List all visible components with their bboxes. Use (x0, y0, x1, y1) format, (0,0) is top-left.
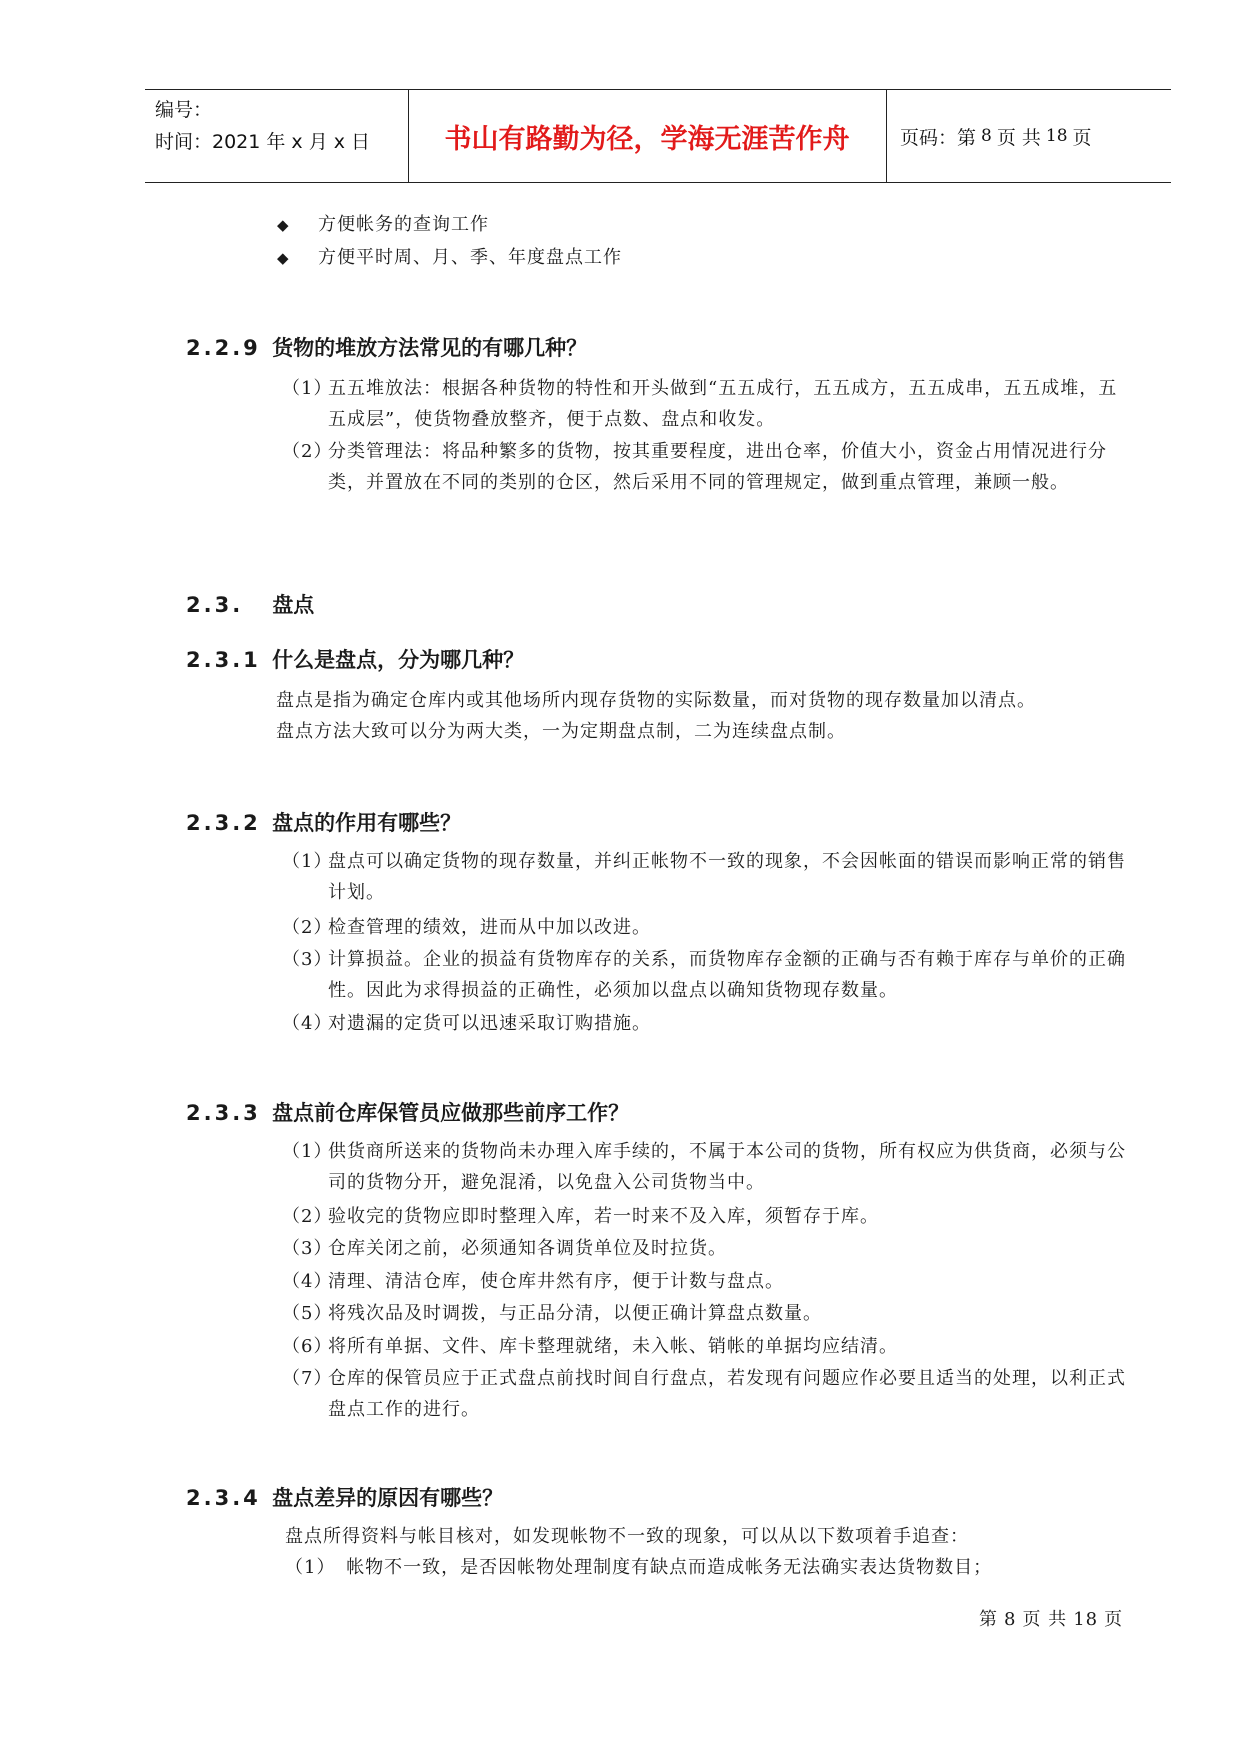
footer-total: 18 (1073, 1609, 1099, 1630)
item-label: （1） (282, 378, 333, 399)
list-item (282, 1233, 1134, 1264)
item-label: （5） (282, 1303, 333, 1324)
header-left (155, 94, 405, 158)
item-label: （3） (282, 949, 333, 970)
paragraph: 盘点所得资料与帐目核对，如发现帐物不一致的现象，可以从以下数项着手追查： (285, 1526, 969, 1547)
list-item (282, 944, 1134, 1006)
list-item (282, 436, 1134, 498)
section-title: 什么是盘点，分为哪几种？ (272, 648, 525, 672)
footer-prefix: 第 (979, 1609, 998, 1630)
footer-mid: 页 共 (1022, 1609, 1068, 1630)
header-page-number (900, 90, 1092, 182)
page-current: 8 (981, 126, 992, 146)
footer-current: 8 (1004, 1609, 1017, 1630)
bullet-text: 方便平时周、月、季、年度盘点工作 (318, 247, 622, 268)
page-total: 18 (1045, 126, 1068, 146)
item-label: （7） (282, 1368, 333, 1389)
item-text: 五五堆放法：根据各种货物的特性和开头做到“五五成行，五五成方，五五成串，五五成堆，五五成层”，使货物叠放整齐，便于点数、盘点和收发。 (328, 378, 1118, 430)
list-item (282, 373, 1134, 435)
item-text: 将所有单据、文件、库卡整理就绪，未入帐、销帐的单据均应结清。 (328, 1336, 898, 1357)
list-item (282, 912, 1134, 943)
section-number: 2.3.3 (186, 1101, 261, 1125)
item-label: （2） (282, 917, 333, 938)
item-text: 分类管理法：将品种繁多的货物，按其重要程度，进出仓率，价值大小，资金占用情况进行分类，并置放在不同的类别的仓区，然后采用不同的管理规定，做到重点管理，兼顾一般。 (328, 441, 1107, 493)
section-number: 2.3.4 (186, 1486, 261, 1510)
item-label: （1） (282, 851, 333, 872)
item-text: 盘点可以确定货物的现存数量，并纠正帐物不一致的现象，不会因帐面的错误而影响正常的销售计划。 (328, 851, 1126, 903)
serial-label: 编号： (155, 99, 213, 121)
item-text: 供货商所送来的货物尚未办理入库手续的，不属于本公司的货物，所有权应为供货商，必须与公司的货物分开，避免混淆，以免盘入公司货物当中。 (328, 1141, 1126, 1193)
item-label: （1） (282, 1141, 333, 1162)
list-item (282, 1201, 1134, 1232)
page-suffix: 页 (1072, 126, 1092, 149)
section-heading-2-3-1 (186, 646, 524, 674)
section-number: 2.3. (186, 593, 244, 617)
item-text: 验收完的货物应即时整理入库，若一时来不及入库，须暂存于库。 (328, 1206, 879, 1227)
page-footer (976, 1605, 1126, 1631)
list-item (282, 1298, 1134, 1329)
item-label: （1） (285, 1557, 336, 1578)
item-text: 计算损益。企业的损益有货物库存的关系，而货物库存金额的正确与否有赖于库存与单价的正确性。因此为求得损益的正确性，必须加以盘点以确知货物现存数量。 (328, 949, 1126, 1001)
section-heading-2-3 (186, 591, 314, 619)
page-header (145, 89, 1171, 183)
item-text: 仓库的保管员应于正式盘点前找时间自行盘点，若发现有问题应作必要且适当的处理，以利正式盘点工作的进行。 (328, 1368, 1126, 1420)
section-title: 盘点 (272, 593, 315, 617)
section-title: 盘点的作用有哪些？ (272, 811, 462, 835)
item-label: （2） (282, 1206, 333, 1227)
page-mid: 页 共 (996, 126, 1041, 149)
section-title: 货物的堆放方法常见的有哪几种？ (272, 336, 588, 360)
header-motto: 书山有路勤为径，学海无涯苦作舟 (444, 123, 850, 155)
section-title: 盘点前仓库保管员应做那些前序工作？ (272, 1101, 630, 1125)
section-number: 2.3.2 (186, 811, 261, 835)
section-heading-2-3-4 (186, 1484, 503, 1512)
footer-suffix: 页 (1104, 1609, 1124, 1630)
section-heading-2-3-3 (186, 1099, 629, 1127)
item-text: 清理、清洁仓库，使仓库井然有序，便于计数与盘点。 (328, 1271, 784, 1292)
item-label: （4） (282, 1013, 333, 1034)
section-number: 2.2.9 (186, 336, 261, 360)
list-item (282, 1331, 1134, 1362)
paragraph: 盘点是指为确定仓库内或其他场所内现存货物的实际数量，而对货物的现存数量加以清点。 (276, 690, 1036, 711)
section-number: 2.3.1 (186, 648, 261, 672)
page-prefix: 页码：第 (900, 126, 977, 149)
item-label: （3） (282, 1238, 333, 1259)
list-item (282, 1363, 1134, 1425)
item-text: 帐物不一致，是否因帐物处理制度有缺点而造成帐务无法确实表达货物数目； (346, 1557, 993, 1578)
item-text: 仓库关闭之前，必须通知各调货单位及时拉货。 (328, 1238, 727, 1259)
list-item (282, 846, 1134, 908)
item-label: （4） (282, 1271, 333, 1292)
list-item (282, 1136, 1134, 1198)
list-item (285, 1552, 992, 1583)
list-item (282, 1008, 1134, 1039)
diamond-bullet-icon: ◆ (277, 249, 289, 267)
paragraph: 盘点方法大致可以分为两大类，一为定期盘点制，二为连续盘点制。 (276, 721, 846, 742)
section-heading-2-2-9 (186, 334, 587, 362)
item-text: 对遗漏的定货可以迅速采取订购措施。 (328, 1013, 651, 1034)
diamond-bullet-icon: ◆ (277, 216, 289, 234)
item-text: 将残次品及时调拨，与正品分清，以便正确计算盘点数量。 (328, 1303, 822, 1324)
header-divider (886, 90, 887, 182)
item-label: （2） (282, 441, 333, 462)
bullet-text: 方便帐务的查询工作 (318, 214, 489, 235)
list-item (282, 1266, 1134, 1297)
item-label: （6） (282, 1336, 333, 1357)
item-text: 检查管理的绩效，进而从中加以改进。 (328, 917, 651, 938)
section-title: 盘点差异的原因有哪些？ (272, 1486, 504, 1510)
section-heading-2-3-2 (186, 809, 461, 837)
time-label: 时间：2021 年 x 月 x 日 (155, 131, 371, 153)
